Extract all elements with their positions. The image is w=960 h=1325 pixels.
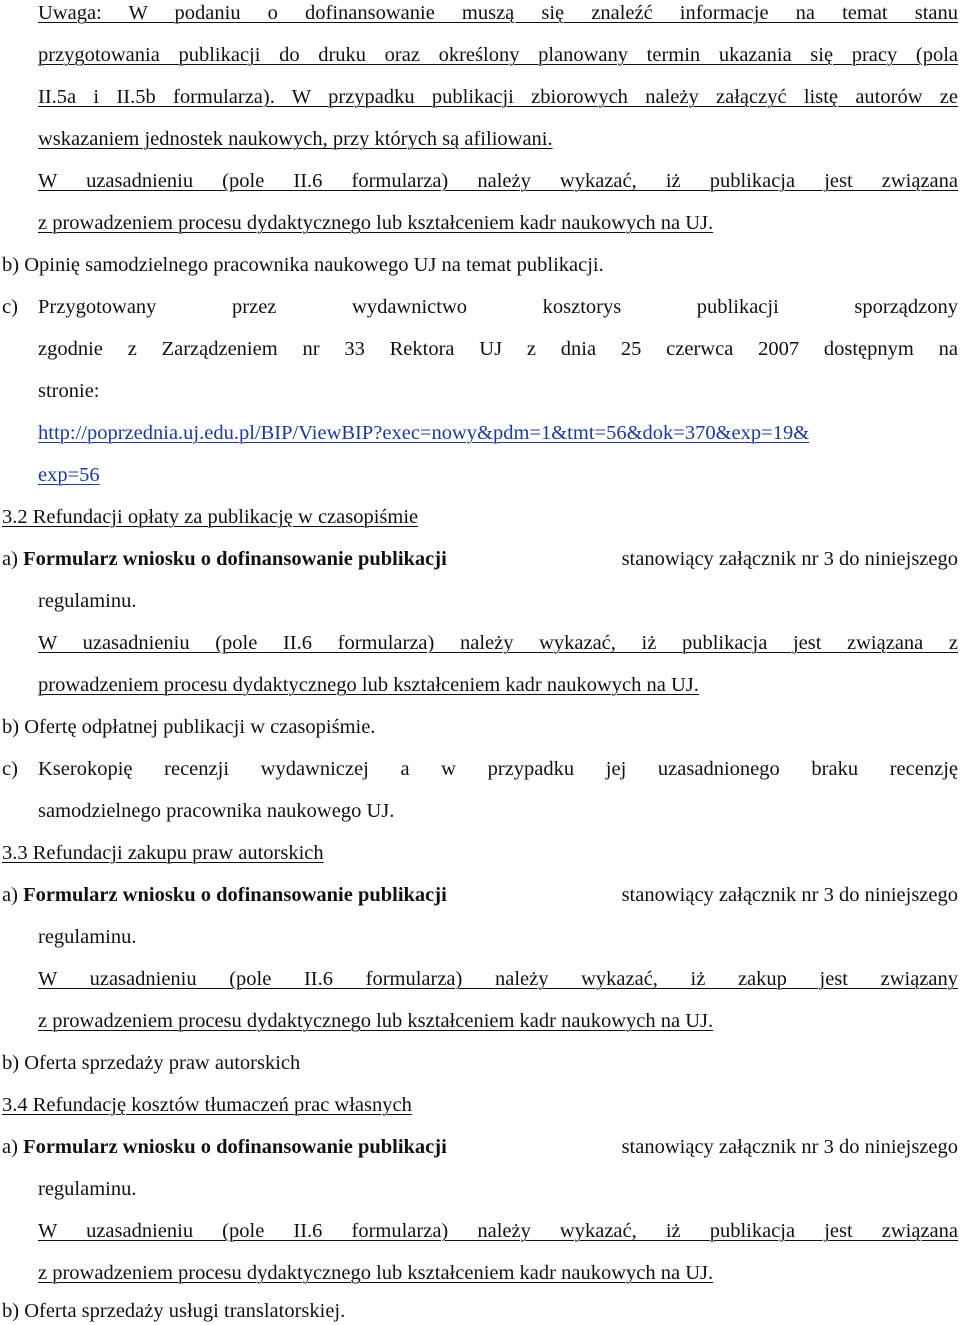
- bip-link-line-1[interactable]: http://poprzednia.uj.edu.pl/BIP/ViewBIP?exec=nowy&pdm=1&tmt=56&dok=370&exp=19&: [38, 422, 810, 444]
- section-3-2-heading: 3.2 Refundacji opłaty za publikację w czasopiśmie: [2, 506, 419, 528]
- item-c-label: c): [2, 758, 18, 780]
- section-3-2-item-c: [2, 756, 958, 782]
- section-3-2-item-a: [2, 546, 958, 572]
- form-title-bold: Formularz wniosku o dofinansowanie publikacji: [23, 548, 447, 570]
- section-3-4-item-b: b) Oferta sprzedaży usługi translatorskiej.: [2, 1300, 346, 1322]
- opinion-item-b: b) Opinię samodzielnego pracownika naukowego UJ na temat publikacji.: [2, 254, 604, 276]
- section-3-4-item-a: [2, 1134, 958, 1160]
- item-a-prefix: a): [2, 548, 18, 570]
- section-3-2-item-c-line-2: samodzielnego pracownika naukowego UJ.: [38, 800, 395, 822]
- section-3-3-item-a-line-2: regulaminu.: [38, 926, 137, 948]
- section-3-2-item-a-line-2: regulaminu.: [38, 590, 137, 612]
- section-3-3-justification-line-1: W uzasadnieniu (pole II.6 formularza) należy wykazać, iż zakup jest związany: [38, 968, 958, 990]
- item-a-rest: stanowiący załącznik nr 3 do niniejszego: [621, 548, 958, 570]
- uwaga-line-4: wskazaniem jednostek naukowych, przy których są afiliowani.: [38, 128, 553, 150]
- section-3-3-heading: 3.3 Refundacji zakupu praw autorskich: [2, 842, 324, 864]
- uwaga-line-3: II.5a i II.5b formularza). W przypadku publikacji zbiorowych należy załączyć listę autorów ze: [38, 86, 958, 108]
- uwaga-line-1: Uwaga: W podaniu o dofinansowanie muszą się znaleźć informacje na temat stanu: [38, 2, 958, 24]
- cost-estimate-line-1: Przygotowany przez wydawnictwo kosztorys publikacji sporządzony: [38, 296, 958, 318]
- bip-link-line-2[interactable]: exp=56: [38, 464, 100, 486]
- item-a-prefix: a): [2, 1136, 18, 1158]
- section-3-4-heading: 3.4 Refundację kosztów tłumaczeń prac własnych: [2, 1094, 412, 1116]
- section-3-4-item-a-line-2: regulaminu.: [38, 1178, 137, 1200]
- item-a-prefix: a): [2, 884, 18, 906]
- section-3-2-item-b: b) Ofertę odpłatnej publikacji w czasopiśmie.: [2, 716, 376, 738]
- section-3-2-item-c-line-1: Kserokopię recenzji wydawniczej a w przypadku jej uzasadnionego braku recenzję: [38, 758, 958, 780]
- cost-estimate-line-2: zgodnie z Zarządzeniem nr 33 Rektora UJ z dnia 25 czerwca 2007 dostępnym na: [38, 338, 958, 360]
- uwaga-justification-line-2: z prowadzeniem procesu dydaktycznego lub kształceniem kadr naukowych na UJ.: [38, 212, 714, 234]
- form-title-bold: Formularz wniosku o dofinansowanie publikacji: [23, 884, 447, 906]
- item-c-label: c): [2, 296, 18, 318]
- section-3-2-justification-line-1: W uzasadnieniu (pole II.6 formularza) należy wykazać, iż publikacja jest związana z: [38, 632, 958, 654]
- section-3-4-justification-line-2: z prowadzeniem procesu dydaktycznego lub kształceniem kadr naukowych na UJ.: [38, 1262, 714, 1284]
- form-title-bold: Formularz wniosku o dofinansowanie publikacji: [23, 1136, 447, 1158]
- cost-estimate-line-3: stronie:: [38, 380, 100, 402]
- section-3-3-item-a: [2, 882, 958, 908]
- item-a-rest: stanowiący załącznik nr 3 do niniejszego: [621, 884, 958, 906]
- uwaga-line-2: przygotowania publikacji do druku oraz określony planowany termin ukazania się pracy (pola: [38, 44, 958, 66]
- item-a-rest: stanowiący załącznik nr 3 do niniejszego: [621, 1136, 958, 1158]
- cost-estimate-item-c: [2, 294, 958, 320]
- section-3-2-justification-line-2: prowadzeniem procesu dydaktycznego lub kształceniem kadr naukowych na UJ.: [38, 674, 699, 696]
- section-3-3-justification-line-2: z prowadzeniem procesu dydaktycznego lub kształceniem kadr naukowych na UJ.: [38, 1010, 714, 1032]
- section-3-3-item-b: b) Oferta sprzedaży praw autorskich: [2, 1052, 301, 1074]
- uwaga-justification-line-1: W uzasadnieniu (pole II.6 formularza) należy wykazać, iż publikacja jest związana: [38, 170, 958, 192]
- section-3-4-justification-line-1: W uzasadnieniu (pole II.6 formularza) należy wykazać, iż publikacja jest związana: [38, 1220, 958, 1242]
